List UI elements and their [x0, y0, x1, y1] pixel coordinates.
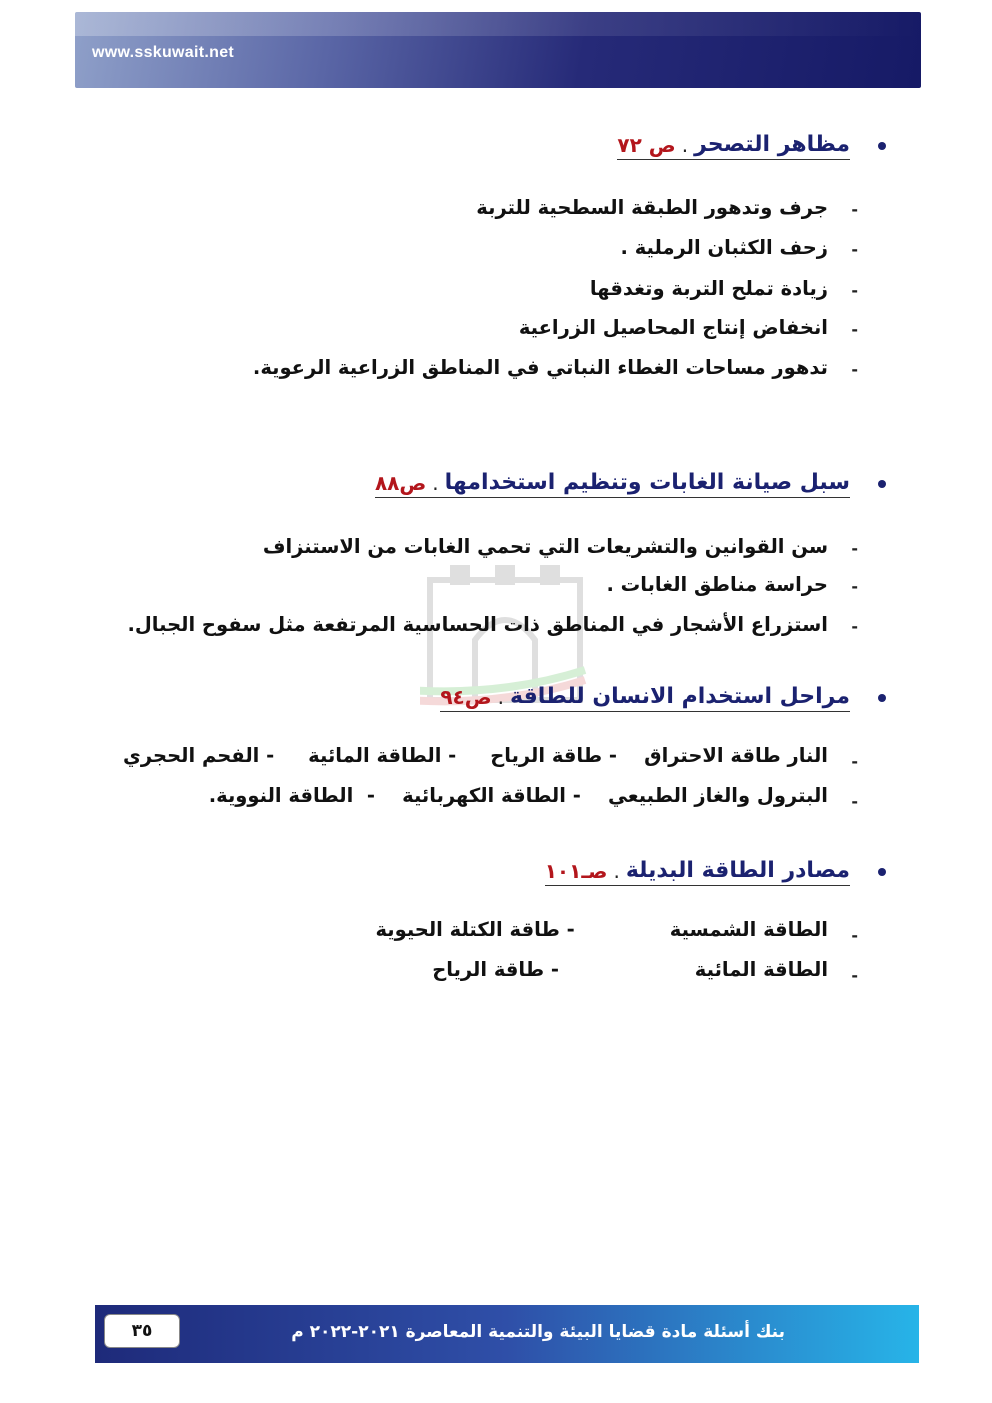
section-heading: مراحل استخدام الانسان للطاقة: [510, 684, 850, 709]
list-item: جرف وتدهور الطبقة السطحية للتربة: [476, 196, 828, 219]
bullet-icon: [878, 868, 886, 876]
section-title: مراحل استخدام الانسان للطاقة . ص٩٤: [440, 684, 850, 712]
list-item: حراسة مناطق الغابات .: [606, 573, 828, 596]
list-item: النار طاقة الاحتراق - طاقة الرياح - الطاقة المائية - الفحم الحجري: [123, 744, 828, 767]
list-item: زحف الكثبان الرملية .: [620, 236, 828, 259]
list-item: الطاقة المائية - طاقة الرياح: [432, 958, 828, 981]
page-reference: صـ١٠١: [544, 858, 608, 883]
page-reference: ص ٧٢: [617, 132, 676, 157]
page-reference: ص٨٨: [374, 470, 427, 495]
list-item: سن القوانين والتشريعات التي تحمي الغابات من الاستنزاف: [262, 535, 828, 558]
list-item: استزراع الأشجار في المناطق ذات الحساسية المرتفعة مثل سفوح الجبال.: [127, 613, 828, 636]
section-heading: مظاهر التصحر: [694, 132, 850, 157]
list-item: زيادة تملح التربة وتغدقها: [589, 277, 828, 300]
list-item: البترول والغاز الطبيعي - الطاقة الكهربائية - الطاقة النووية.: [208, 784, 828, 807]
bullet-icon: [878, 142, 886, 150]
section-title: سبل صيانة الغابات وتنظيم استخدامها . ص٨٨: [375, 470, 850, 498]
page-reference: ص٩٤: [440, 684, 492, 709]
section-title: مظاهر التصحر . ص ٧٢: [617, 132, 850, 160]
bullet-icon: [878, 694, 886, 702]
list-item: الطاقة الشمسية - طاقة الكتلة الحيوية: [375, 918, 828, 941]
footer-title: بنك أسئلة مادة قضايا البيئة والتنمية المعاصرة ٢٠٢١-٢٠٢٢ م: [291, 1322, 785, 1342]
list-item: تدهور مساحات الغطاء النباتي في المناطق الزراعية الرعوية.: [252, 356, 828, 379]
section-title: مصادر الطاقة البديلة . صـ١٠١: [545, 858, 850, 886]
section-heading: مصادر الطاقة البديلة: [625, 858, 850, 883]
site-url[interactable]: www.sskuwait.net: [92, 44, 235, 61]
bullet-icon: [878, 480, 886, 488]
list-item: انخفاض إنتاج المحاصيل الزراعية: [518, 316, 828, 339]
page-number: ٣٥: [104, 1314, 180, 1348]
section-heading: سبل صيانة الغابات وتنظيم استخدامها: [444, 470, 850, 495]
